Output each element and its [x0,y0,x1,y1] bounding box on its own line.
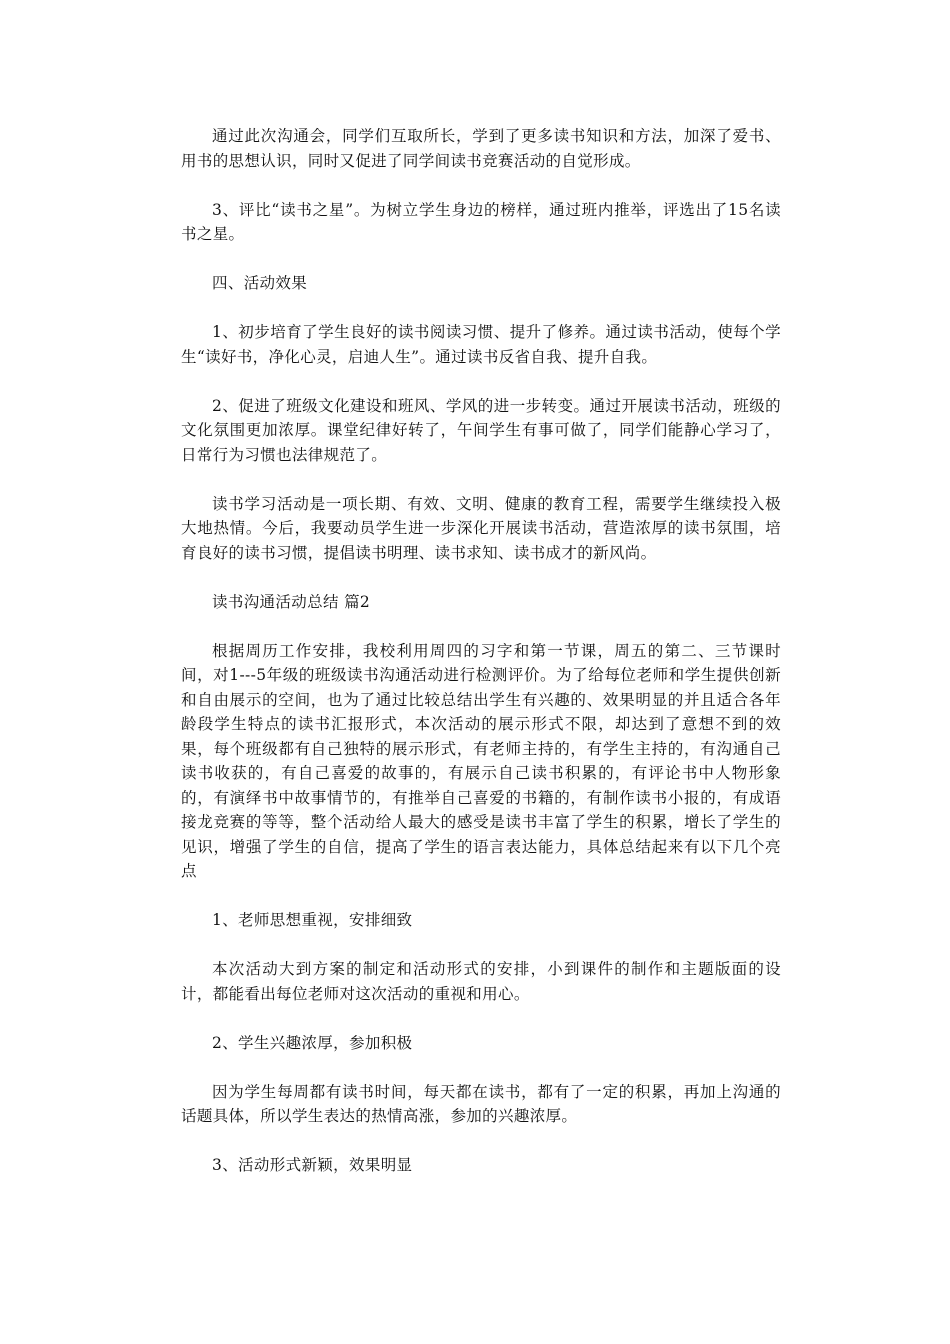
paragraph: 通过此次沟通会，同学们互取所长，学到了更多读书知识和方法，加深了爱书、用书的思想认识，同时又促进了同学间读书竞赛活动的自觉形成。 [181,127,781,170]
list-item: 1、初步培育了学生良好的读书阅读习惯、提升了修养。通过读书活动，使每个学生“读好书，净化心灵，启迪人生”。通过读书反省自我、提升自我。 [181,323,781,366]
subheading: 3、活动形式新颖，效果明显 [212,1156,413,1174]
section-heading: 读书沟通活动总结 篇2 [212,592,371,611]
paragraph: 因为学生每周都有读书时间，每天都在读书，都有了一定的积累，再加上沟通的话题具体，所以学生表达的热情高涨，参加的兴趣浓厚。 [181,1082,781,1125]
paragraph: 读书学习活动是一项长期、有效、文明、健康的教育工程，需要学生继续投入极大地热情。今后，我要动员学生进一步深化开展读书活动，营造浓厚的读书氛围，培育良好的读书习惯，提倡读书明理、读书求知、读书成才的新风尚。 [181,494,781,562]
paragraph: 根据周历工作安排，我校利用周四的习字和第一节课，周五的第二、三节课时间，对1---5年级的班级读书沟通活动进行检测评价。为了给每位老师和学生提供创新和自由展示的空间，也为了通过比较总结出学生有兴趣的、效果明显的并且适合各年龄段学生特点的读书汇报形式，本次活动的展示形式不限，却达到了意想不到的效果，每个班级都有自己独特的展示形式，有老师主持的，有学生主持的，有沟通自己读书收获的，有自己喜爱的故事的，有展示自己读书积累的，有评论书中人物形象的，有演绎书中故事情节的，有推举自己喜爱的书籍的，有制作读书小报的，有成语接龙竞赛的等等，整个活动给人最大的感受是读书丰富了学生的积累，增长了学生的见识，增强了学生的自信，提高了学生的语言表达能力，具体总结起来有以下几个亮点 [181,641,781,880]
list-item: 2、促进了班级文化建设和班风、学风的进一步转变。通过开展读书活动，班级的文化氛围更加浓厚。课堂纪律好转了，午间学生有事可做了，同学们能静心学习了，日常行为习惯也法律规范了。 [181,396,781,464]
list-item: 3、评比“读书之星”。为树立学生身边的榜样，通过班内推举，评选出了15名读书之星。 [181,200,781,243]
subheading: 2、学生兴趣浓厚，参加积极 [212,1033,413,1052]
paragraph: 本次活动大到方案的制定和活动形式的安排，小到课件的制作和主题版面的设计，都能看出每位老师对这次活动的重视和用心。 [181,960,781,1003]
section-heading: 四、活动效果 [212,274,308,292]
subheading: 1、老师思想重视，安排细致 [212,911,413,929]
document-body [181,124,781,1202]
